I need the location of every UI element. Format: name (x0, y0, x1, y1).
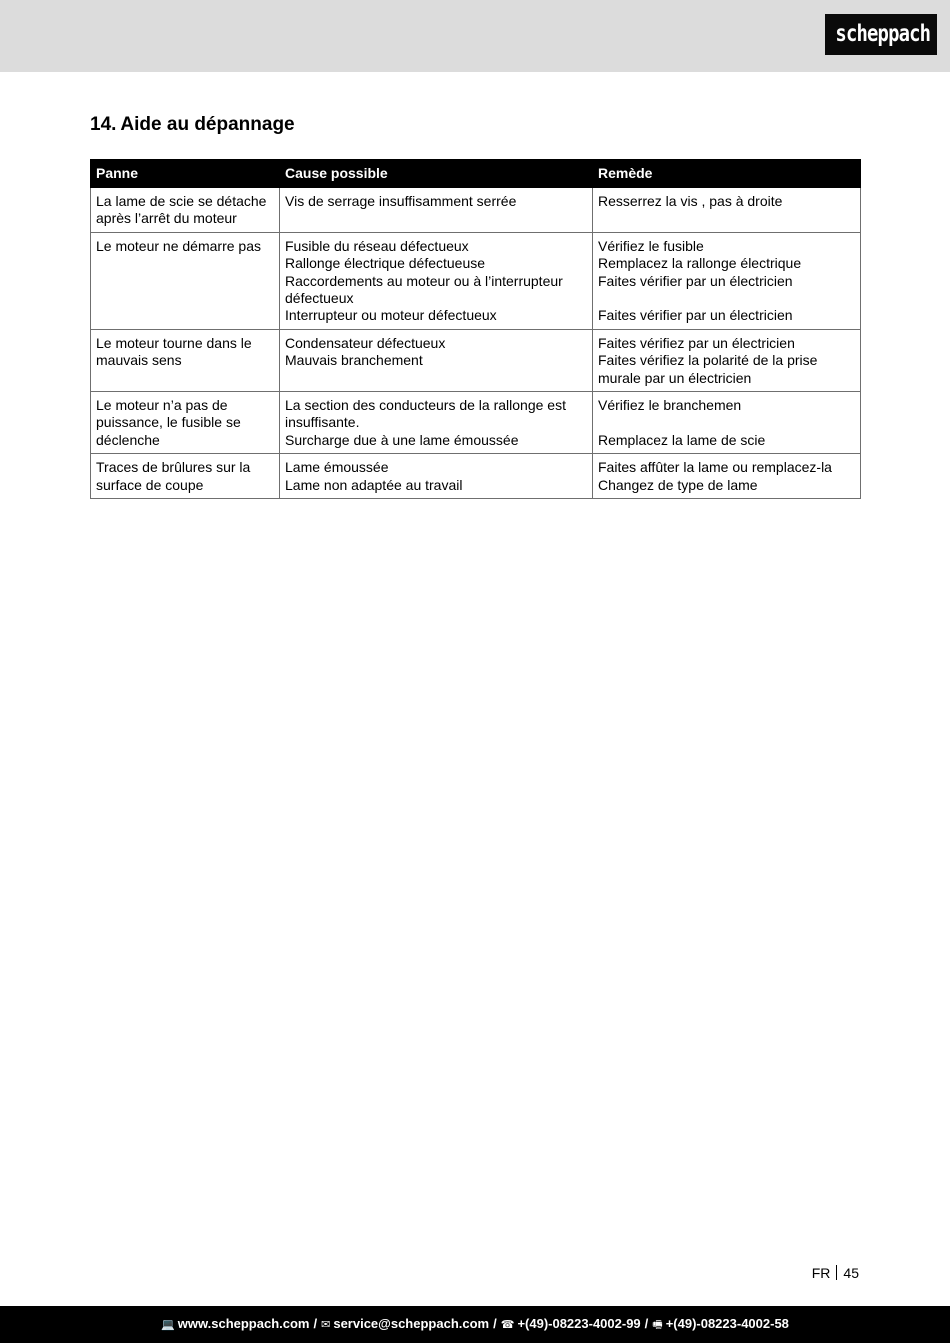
footer-separator: / (493, 1316, 497, 1331)
telephone-icon: ☎ (500, 1318, 515, 1331)
cell-cause: La section des conducteurs de la rallonge est insuffisante. Surcharge due à une lame émoussée (280, 392, 593, 454)
cell-remede: Faites vérifiez par un électricien Faites vérifiez la polarité de la prise murale par un électricien (593, 329, 861, 391)
table-row (91, 392, 861, 454)
footer-phone: +(49)-08223-4002-99 (517, 1316, 641, 1331)
table-row (91, 188, 861, 233)
cell-cause: Condensateur défectueux Mauvais branchement (280, 329, 593, 391)
scheppach-logo: scheppach (825, 14, 937, 55)
table-row (91, 454, 861, 499)
cell-cause: Lame émoussée Lame non adaptée au travail (280, 454, 593, 499)
cell-remede: Vérifiez le branchemen Remplacez la lame de scie (593, 392, 861, 454)
page-number-divider (836, 1265, 837, 1280)
section-title-text: Aide au dépannage (120, 114, 295, 135)
cell-cause: Vis de serrage insuffisamment serrée (280, 188, 593, 233)
footer-email-link[interactable]: service@scheppach.com (333, 1316, 490, 1331)
cell-panne: Traces de brûlures sur la surface de coupe (91, 454, 280, 499)
footer-separator: / (644, 1316, 649, 1331)
cell-remede: Vérifiez le fusible Remplacez la rallonge électrique Faites vérifier par un électricien Faites vérifier par un électricien (593, 232, 861, 329)
page-number-value: 45 (843, 1265, 859, 1281)
footer-website-link[interactable]: www.scheppach.com (177, 1316, 310, 1331)
fax-icon: 🖷 (652, 1318, 663, 1331)
header-band (0, 0, 950, 72)
cell-panne: La lame de scie se détache après l’arrêt du moteur (91, 188, 280, 233)
column-header-remede: Remède (593, 160, 861, 188)
cell-cause: Fusible du réseau défectueux Rallonge électrique défectueuse Raccordements au moteur ou à l’interrupteur défectueux Interrupteur ou moteur défectueux (280, 232, 593, 329)
cell-remede: Faites affûter la lame ou remplacez-la Changez de type de lame (593, 454, 861, 499)
table-row (91, 232, 861, 329)
table-row (91, 329, 861, 391)
page-language: FR (811, 1265, 831, 1281)
computer-icon: 💻 (161, 1318, 175, 1331)
footer-fax: +(49)-08223-4002-58 (665, 1316, 789, 1331)
section-title (90, 114, 295, 136)
column-header-cause: Cause possible (280, 160, 593, 188)
envelope-icon: ✉ (321, 1318, 331, 1331)
column-header-panne: Panne (91, 160, 280, 188)
table-header-row (91, 160, 861, 188)
cell-panne: Le moteur n’a pas de puissance, le fusible se déclenche (91, 392, 280, 454)
footer-contact-bar (0, 1306, 950, 1343)
cell-panne: Le moteur ne démarre pas (91, 232, 280, 329)
page-number (812, 1265, 859, 1281)
cell-remede: Resserrez la vis , pas à droite (593, 188, 861, 233)
troubleshooting-table (90, 159, 861, 499)
footer-separator: / (313, 1316, 318, 1331)
cell-panne: Le moteur tourne dans le mauvais sens (91, 329, 280, 391)
section-number: 14. (90, 114, 117, 135)
